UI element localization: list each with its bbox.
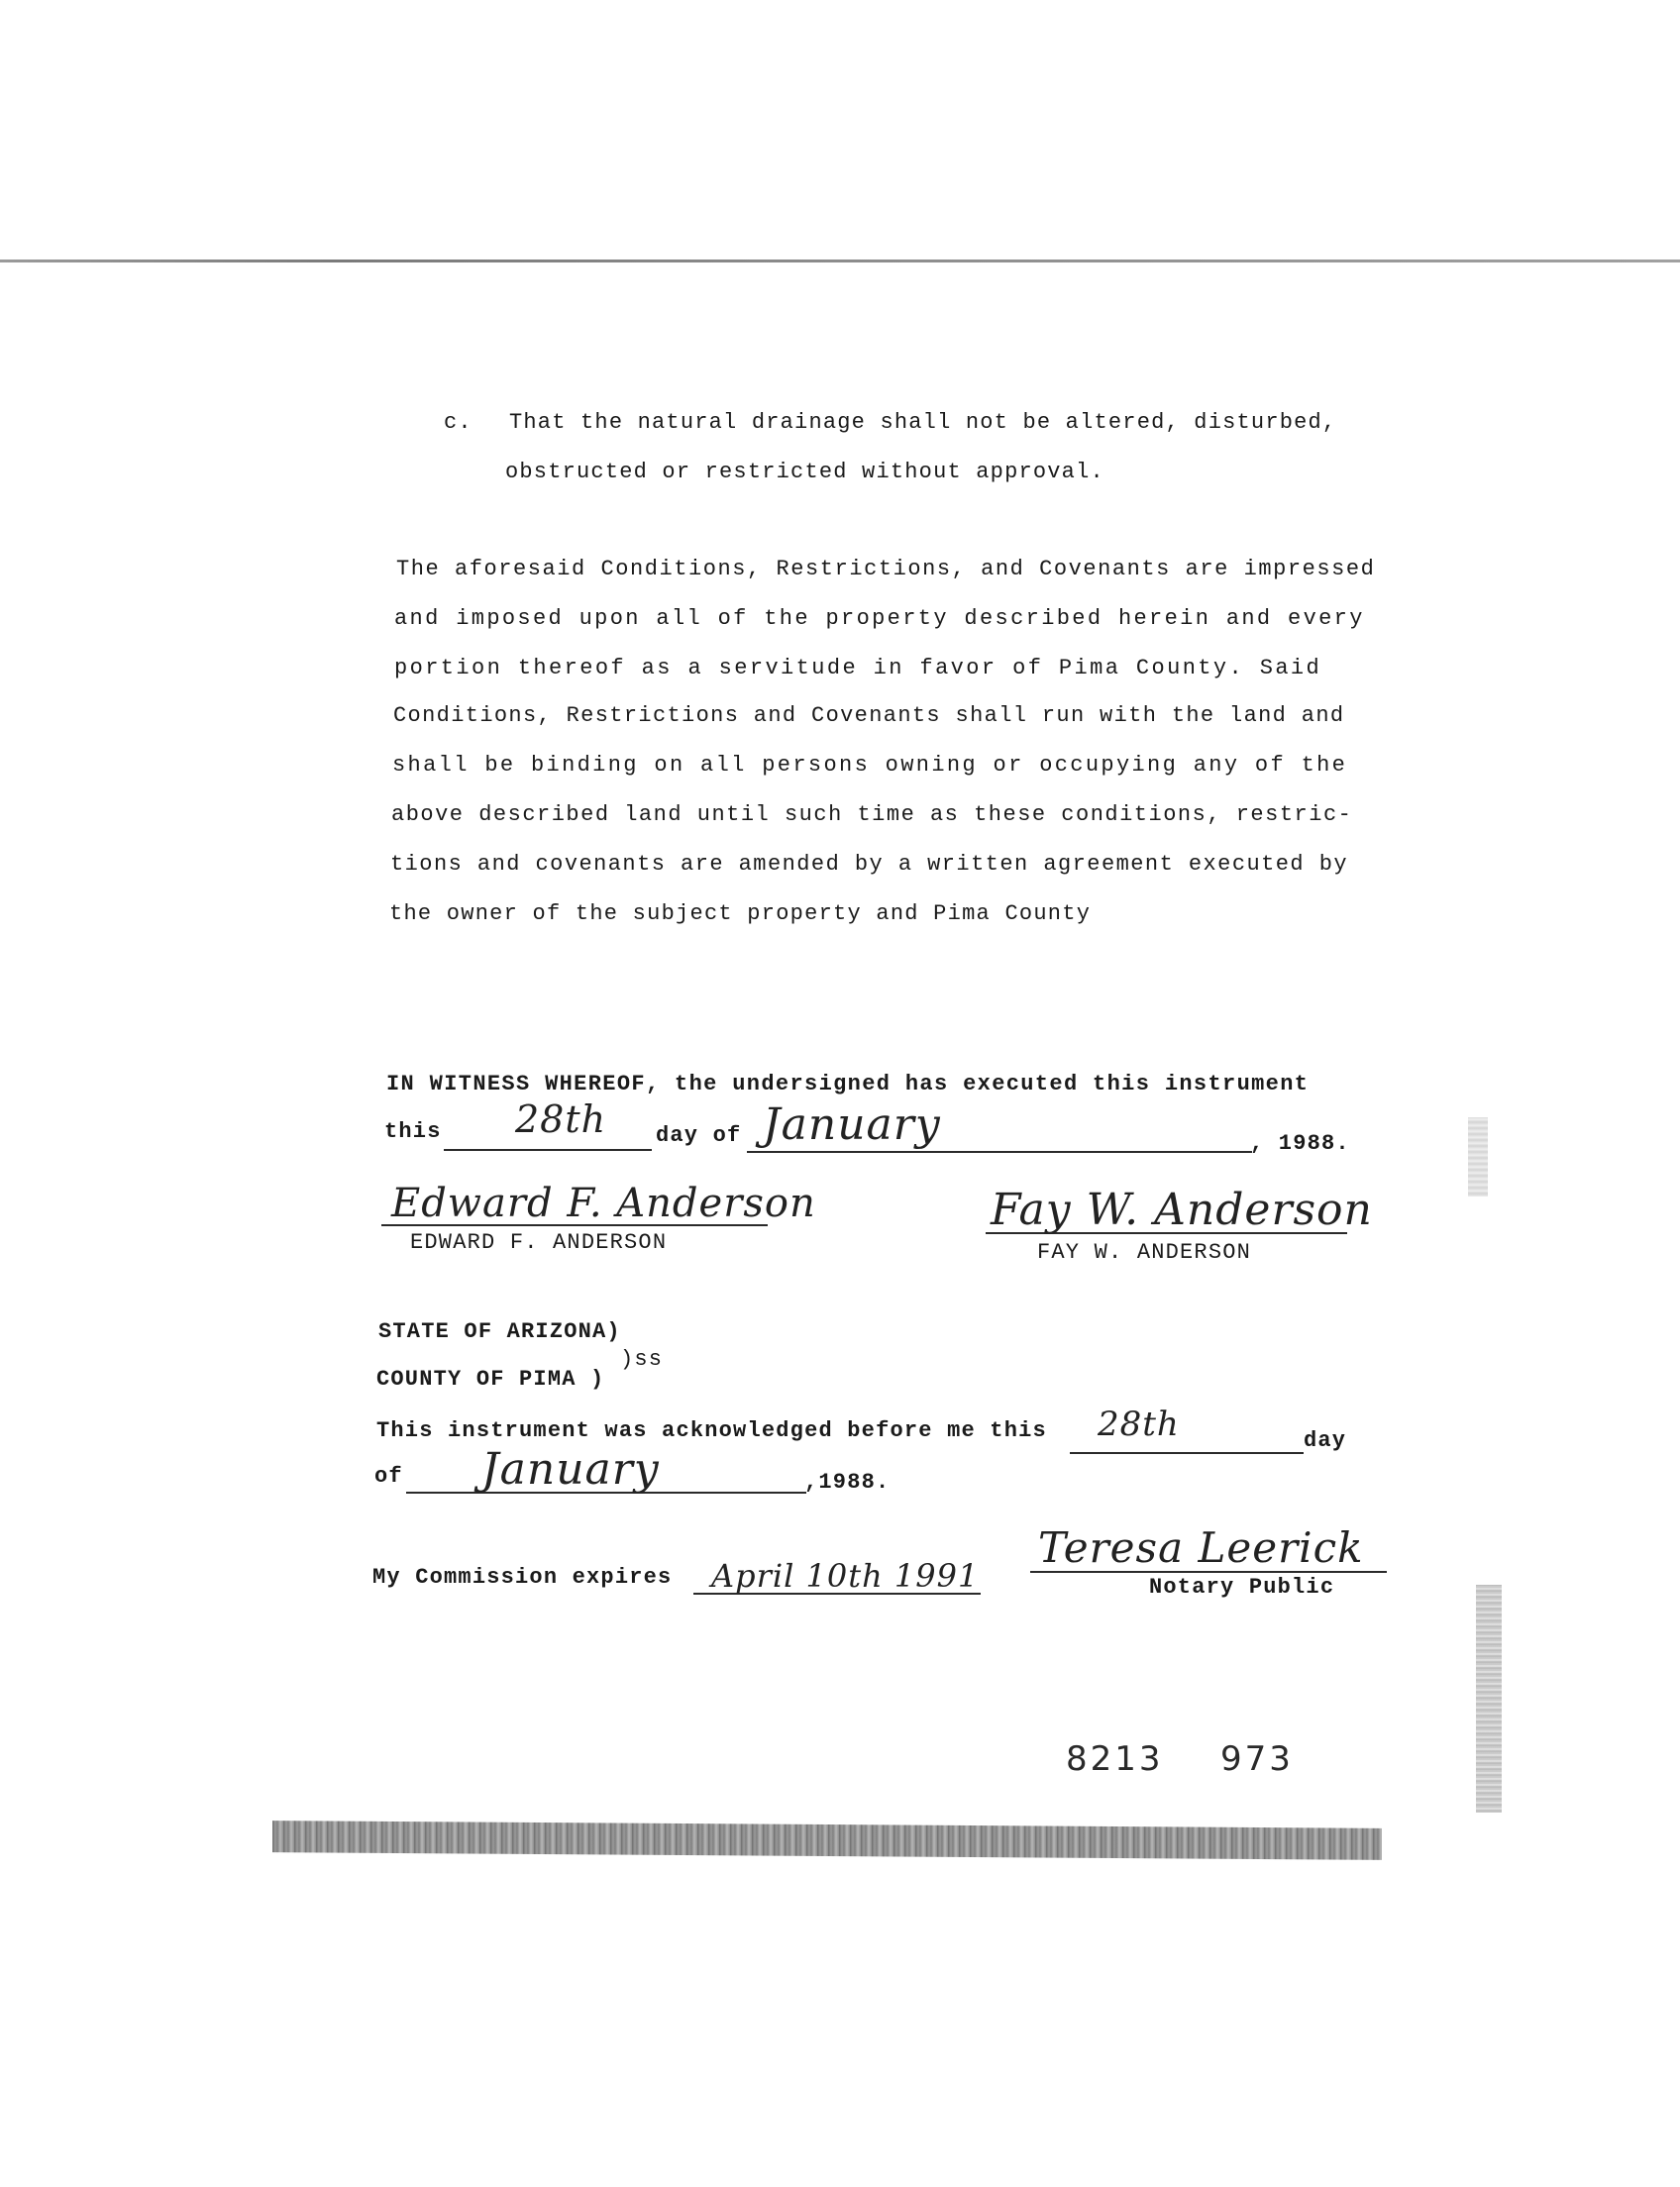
venue-county: COUNTY OF PIMA ) [376,1367,605,1392]
signer1-printed-name: EDWARD F. ANDERSON [410,1230,668,1255]
condition-c-line-1: That the natural drainage shall not be altered, disturbed, [509,410,1337,435]
scan-artifact-right-mark [1468,1117,1488,1197]
witness-clause: IN WITNESS WHEREOF, the undersigned has executed this instrument [386,1072,1310,1096]
ack-year-label: ,1988. [804,1470,891,1495]
paragraph-line: above described land until such time as these conditions, restric- [391,802,1353,827]
acknowledgment-text: This instrument was acknowledged before me this [376,1418,1047,1443]
paragraph-line: the owner of the subject property and Pima County [389,901,1092,926]
ack-day-line [1070,1452,1304,1454]
witness-day-handwritten: 28th [515,1097,607,1141]
signer2-printed-name: FAY W. ANDERSON [1037,1240,1252,1265]
ack-day-label: day [1304,1428,1347,1453]
signer2-signature: Fay W. Anderson [991,1185,1373,1235]
commission-date-handwritten: April 10th 1991 [711,1557,980,1595]
ack-day-handwritten: 28th [1098,1405,1180,1444]
paragraph-line: shall be binding on all persons owning or occupying any of the [392,753,1348,778]
day-signature-line [444,1149,652,1151]
paragraph-line: portion thereof as a servitude in favor of Pima County. Said [394,656,1322,680]
witness-year-label: , 1988. [1250,1131,1350,1156]
condition-letter: c. [444,410,472,435]
paragraph-line: tions and covenants are amended by a written agreement executed by [390,852,1349,877]
scan-artifact-top-line [0,260,1680,262]
witness-month-handwritten: January [763,1099,941,1150]
month-signature-line [747,1151,1252,1153]
ack-of-label: of [374,1464,403,1489]
venue-ss: )ss [620,1347,664,1372]
scan-artifact-bottom-edge [272,1821,1382,1860]
notary-public-label: Notary Public [1149,1575,1335,1600]
scan-artifact-right-edge [1476,1585,1502,1813]
notary-signature: Teresa Leerick [1038,1523,1364,1572]
page-number: 973 [1220,1739,1294,1779]
docket-number: 8213 [1066,1739,1164,1779]
ack-month-handwritten: January [481,1444,660,1495]
witness-day-of-label: day of [656,1123,742,1148]
paragraph-line: The aforesaid Conditions, Restrictions, and Covenants are impressed [396,557,1376,581]
venue-state: STATE OF ARIZONA) [378,1319,621,1344]
paragraph-line: Conditions, Restrictions and Covenants shall run with the land and [393,703,1345,728]
condition-c-line-2: obstructed or restricted without approval. [505,460,1104,484]
paragraph-line: and imposed upon all of the property described herein and every [394,606,1365,631]
commission-expires-label: My Commission expires [372,1565,673,1590]
signer1-signature: Edward F. Anderson [391,1181,816,1226]
witness-this-label: this [384,1119,442,1144]
